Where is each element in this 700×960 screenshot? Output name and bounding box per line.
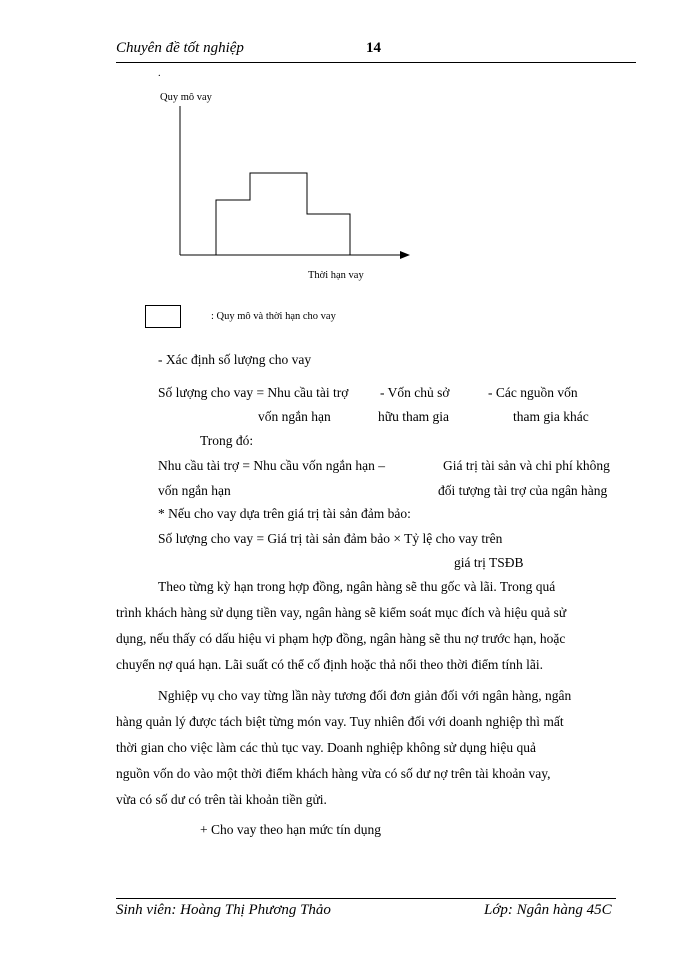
legend-box (145, 305, 181, 328)
footer-student: Sinh viên: Hoàng Thị Phương Thảo (116, 902, 331, 918)
line-determine: - Xác định số lượng cho vay (158, 352, 312, 367)
paragraph-1 (116, 574, 632, 678)
paragraph-1-line: trình khách hàng sử dụng tiền vay, ngân hàng sẽ kiểm soát mục đích và hiệu quả sử (116, 605, 567, 620)
formula1-sub1: vốn ngắn hạn (258, 409, 331, 424)
formula1-minus2: - Các nguồn vốn (488, 385, 578, 400)
paragraph-2-line: thời gian cho việc làm các thủ tục vay. Doanh nghiệp không sử dụng hiệu quả (116, 740, 536, 755)
x-axis-arrow (400, 251, 410, 259)
paragraph-1-line: Theo từng kỳ hạn trong hợp đồng, ngân hàng sẽ thu gốc và lãi. Trong quá (158, 579, 556, 594)
paragraph-1-line: chuyển nợ quá hạn. Lãi suất có thể cố định hoặc thả nổi theo thời điểm tính lãi. (116, 657, 544, 672)
formula2-sub-right: đối tượng tài trợ của ngân hàng (438, 483, 608, 498)
formula1-sub3: tham gia khác (513, 409, 589, 424)
formula3-main: Số lượng cho vay = Giá trị tài sản đảm bảo × Tỷ lệ cho vay trên (158, 531, 503, 546)
stray-dot: . (158, 68, 161, 79)
y-axis-label: Quy mô vay (160, 92, 212, 103)
formula2-sub-left: vốn ngắn hạn (158, 483, 231, 498)
formula2-lhs: Nhu cầu tài trợ = Nhu cầu vốn ngắn hạn – (158, 458, 385, 473)
legend-label: : Quy mô và thời hạn cho vay (211, 311, 336, 322)
paragraph-2-line: Nghiệp vụ cho vay từng lần này tương đối đơn giản đối với ngân hàng, ngân (158, 688, 572, 703)
paragraph-2-line: hàng quản lý được tách biệt từng món vay. Tuy nhiên đối với doanh nghiệp thì mất (116, 714, 564, 729)
paragraph-2-line: vừa có số dư có trên tài khoản tiền gửi. (116, 792, 327, 807)
header-title: Chuyên đề tốt nghiệp (116, 40, 244, 56)
formula1-sub2: hữu tham gia (378, 409, 450, 424)
trong-do: Trong đó: (200, 433, 254, 448)
formula3-sub: giá trị TSĐB (454, 555, 524, 570)
footer-rule (116, 898, 616, 899)
paragraph-2 (116, 683, 632, 813)
page-number: 14 (366, 40, 381, 56)
step-outline (216, 173, 350, 255)
header-rule (116, 62, 636, 63)
paragraph-1-line: dụng, nếu thấy có dấu hiệu vi phạm hợp đồng, ngân hàng sẽ thu nợ trước hạn, hoặc (116, 631, 566, 646)
formula1-lhs: Số lượng cho vay = Nhu cầu tài trợ (158, 385, 349, 400)
line-credit-limit: + Cho vay theo hạn mức tín dụng (200, 822, 382, 837)
paragraph-2-line: nguồn vốn do vào một thời điểm khách hàng vừa có số dư nợ trên tài khoản vay, (116, 766, 551, 781)
footer-class: Lớp: Ngân hàng 45C (484, 902, 612, 918)
loan-step-diagram (170, 100, 420, 265)
note-collateral: * Nếu cho vay dựa trên giá trị tài sản đảm bảo: (158, 506, 411, 521)
formula1-minus1: - Vốn chủ sở (380, 385, 450, 400)
x-axis-label: Thời hạn vay (308, 270, 364, 281)
formula2-rhs: Giá trị tài sản và chi phí không (443, 458, 610, 473)
